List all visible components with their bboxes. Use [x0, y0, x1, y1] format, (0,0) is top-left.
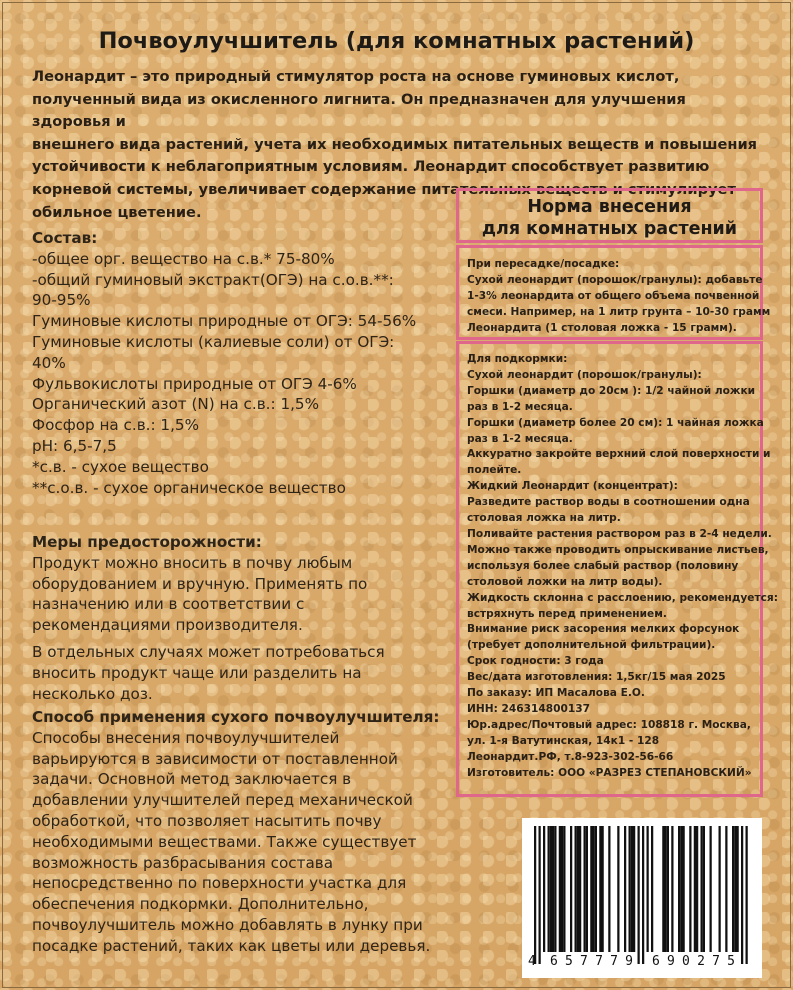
transplant-box: [456, 245, 771, 340]
precautions-line: назначению или в соответствии с: [32, 595, 305, 614]
feeding-line: Изготовитель: ООО «РАЗРЕЗ СТЕПАНОВСКИЙ»: [467, 766, 752, 779]
dosage-header-line: Норма внесения: [527, 197, 692, 217]
barcode-bar: [577, 826, 579, 952]
feeding-line: ул. 1-я Ватутинская, 14к1 - 128: [467, 734, 660, 747]
barcode-bar: [737, 826, 739, 952]
barcode-bar: [638, 826, 640, 964]
method-heading: Способ применения сухого почвоулучшителя:: [32, 708, 440, 726]
composition-line: -общий гуминовый экстракт(ОГЭ) на с.о.в.**:: [32, 270, 394, 289]
barcode-bar: [586, 826, 588, 952]
barcode: [522, 818, 762, 978]
barcode-bar: [734, 826, 736, 952]
barcode-bar: [633, 826, 635, 952]
method-section: [32, 707, 452, 957]
barcode-bar: [671, 826, 673, 952]
composition-line: Фосфор на с.в.: 1,5%: [32, 416, 200, 435]
barcode-first-digit: 4: [528, 954, 536, 969]
feeding-line: ИНН: 246314800137: [467, 702, 590, 715]
transplant-line: При пересадке/посадке:: [467, 258, 620, 270]
barcode-bar: [725, 826, 727, 952]
barcode-bar: [667, 826, 669, 952]
barcode-bar: [624, 826, 626, 952]
barcode-bar: [543, 826, 545, 952]
barcode-bar: [617, 826, 619, 952]
barcode-bar: [732, 826, 734, 952]
barcode-bar: [680, 826, 682, 952]
method-line: варьируются в зависимости от поставленной: [32, 749, 398, 768]
method-line: Способы внесения почвоулучшителей: [32, 728, 340, 747]
intro-line: Леонардит – это природный стимулятор роста на основе гуминовых кислот,: [32, 68, 680, 85]
method-line: посадке растений, таких как цветы или деревья.: [32, 936, 431, 955]
feeding-line: раз в 1-2 месяца.: [467, 432, 573, 445]
intro-line: корневой системы, увеличивает содержание питательных веществ и стимулирует: [32, 180, 736, 198]
barcode-bar: [593, 826, 595, 952]
composition-heading: Состав:: [32, 229, 98, 247]
method-line: непосредственно по поверхности участка для: [32, 874, 407, 893]
barcode-left-group: 657779: [550, 954, 641, 969]
feeding-line: Разведите раствор воды в соотношении одна: [467, 496, 750, 509]
barcode-bar: [579, 826, 581, 952]
precautions-line: вносить продукт чаще или разделить на: [32, 663, 362, 682]
barcode-bar: [534, 826, 536, 964]
page-title: Почвоулучшитель (для комнатных растений): [98, 28, 695, 54]
method-line: задачи. Основной метод заключается в: [32, 770, 352, 789]
composition-section: [32, 228, 452, 498]
dosage-header-line: для комнатных растений: [481, 219, 738, 239]
transplant-line: смеси. Например, на 1 литр грунта – 10-30 грамм: [467, 306, 771, 318]
barcode-bar: [710, 826, 712, 952]
composition-line: 90-95%: [32, 291, 91, 310]
barcode-bar: [629, 826, 631, 952]
barcode-bar: [703, 826, 705, 952]
barcode-bar: [539, 826, 541, 964]
intro-line: устойчивости к неблагоприятным условиям. Леонардит способствует развитию: [32, 158, 710, 176]
barcode-bar: [662, 826, 664, 952]
barcode-bar: [550, 826, 552, 952]
barcode-bar: [665, 826, 667, 952]
precautions-line: В отдельных случаях может потребоваться: [32, 642, 385, 661]
feeding-line: Жидкий Леонардит (концентрат):: [467, 480, 678, 493]
barcode-bar: [642, 826, 644, 964]
feeding-line: Горшки (диаметр более 20 см): 1 чайная ложка: [467, 416, 764, 429]
barcode-bar: [678, 826, 680, 952]
feeding-line: Горшки (диаметр до 20см ): 1/2 чайной ложки: [467, 384, 756, 397]
feeding-line: Юр.адрес/Почтовый адрес: 108818 г. Москва,: [467, 718, 751, 731]
barcode-bar: [696, 826, 698, 952]
precautions-section: [32, 532, 452, 704]
barcode-right-group: 690275: [652, 954, 743, 969]
barcode-bar: [746, 826, 748, 964]
composition-line: Органический азот (N) на с.в.: 1,5%: [32, 395, 320, 414]
barcode-bar: [647, 826, 649, 952]
feeding-line: Для подкормки:: [467, 353, 568, 365]
barcode-bar: [561, 826, 563, 952]
transplant-line: 1-3% леонардита от общего объема почвенной: [467, 290, 760, 302]
precautions-line: несколько доз.: [32, 684, 153, 703]
feeding-line: (требует дополнительной фильтрации).: [467, 639, 716, 652]
feeding-line: используя более слабый раствор (половину: [467, 559, 739, 572]
barcode-bar: [548, 826, 550, 952]
barcode-bar: [570, 826, 572, 952]
barcode-bar: [575, 826, 577, 952]
barcode-bar: [584, 826, 586, 952]
barcode-bar: [694, 826, 696, 952]
feeding-line: столовой ложки на литр воды).: [467, 575, 663, 588]
composition-line: 40%: [32, 353, 66, 372]
intro-line: обильное цветение.: [32, 203, 202, 221]
feeding-line: По заказу: ИП Масалова Е.О.: [467, 687, 645, 700]
barcode-bar: [689, 826, 691, 952]
method-line: необходимыми веществами. Также существует: [32, 832, 417, 851]
composition-line: Гуминовые кислоты (калиевые соли) от ОГЭ:: [32, 332, 395, 351]
barcode-bar: [631, 826, 633, 952]
method-line: возможность разбрасывания состава: [32, 853, 334, 872]
method-line: добавлении улучшителей перед механической: [32, 791, 413, 810]
feeding-line: Леонардит.РФ, т.8-923-302-56-66: [467, 750, 674, 763]
precautions-heading: Меры предосторожности:: [32, 533, 262, 551]
barcode-bar: [741, 826, 743, 964]
precautions-line: оборудованием и вручную. Применять по: [32, 574, 368, 593]
barcode-bar: [683, 826, 685, 952]
feeding-line: Внимание риск засорения мелких форсунок: [467, 623, 740, 636]
barcode-bar: [554, 826, 556, 952]
barcode-bar: [599, 826, 601, 952]
barcode-bar: [701, 826, 703, 952]
composition-line: pH: 6,5-7,5: [32, 436, 117, 455]
transplant-line: Сухой леонардит (порошок/гранулы): добавьте: [467, 274, 763, 286]
intro-line: внешнего вида растений, учета их необходимых питательных веществ и повышения: [32, 135, 758, 153]
intro-line: полученный вида из окисленного лигнита. Он предназначен для улучшения здоровья и: [32, 90, 686, 131]
dosage-header-box: [456, 188, 763, 243]
feeding-line: столовая ложка на литр.: [467, 512, 621, 525]
feeding-line: Можно также проводить опрыскивание листьев,: [467, 543, 769, 556]
composition-line: *с.в. - сухое вещество: [32, 457, 209, 476]
feeding-box: [456, 341, 778, 797]
composition-line: -общее орг. вещество на с.в.* 75-80%: [32, 249, 335, 268]
feeding-line: Жидкость склонна с расслоению, рекомендуется:: [467, 591, 778, 604]
barcode-bar: [590, 826, 592, 952]
transplant-line: Леонардита (1 столовая ложка - 15 грамм).: [467, 322, 737, 334]
barcode-bar: [552, 826, 554, 952]
barcode-bar: [651, 826, 653, 952]
composition-line: Гуминовые кислоты природные от ОГЭ: 54-56%: [32, 312, 417, 331]
barcode-bar: [719, 826, 721, 952]
barcode-bar: [595, 826, 597, 952]
barcode-bar: [608, 826, 610, 952]
barcode-digits: [522, 954, 762, 974]
feeding-line: встряхнуть перед применением.: [467, 607, 667, 620]
composition-line: Фульвокислоты природные от ОГЭ 4-6%: [32, 374, 357, 393]
feeding-line: полейте.: [467, 464, 522, 477]
feeding-line: Сухой леонардит (порошок/гранулы):: [467, 368, 702, 381]
precautions-line: рекомендациями производителя.: [32, 616, 303, 635]
feeding-line: Вес/дата изготовления: 1,5кг/15 мая 2025: [467, 671, 726, 684]
precautions-line: Продукт можно вносить в почву любым: [32, 553, 353, 572]
feeding-line: раз в 1-2 месяца.: [467, 400, 573, 413]
feeding-line: Поливайте растения раствором раз в 2-4 недели.: [467, 527, 772, 540]
barcode-bar: [563, 826, 565, 952]
barcode-bar: [559, 826, 561, 952]
method-line: обеспечения подкормки. Дополнительно,: [32, 895, 369, 914]
feeding-line: Аккуратно закройте верхний слой поверхности и: [467, 448, 771, 461]
composition-line: **с.о.в. - сухое органическое вещество: [32, 478, 346, 497]
barcode-bar: [602, 826, 604, 952]
method-line: почвоулучшитель можно добавлять в лунку при: [32, 915, 423, 934]
feeding-line: Срок годности: 3 года: [467, 655, 604, 668]
method-line: обработкой, что позволяет насытить почву: [32, 811, 382, 830]
